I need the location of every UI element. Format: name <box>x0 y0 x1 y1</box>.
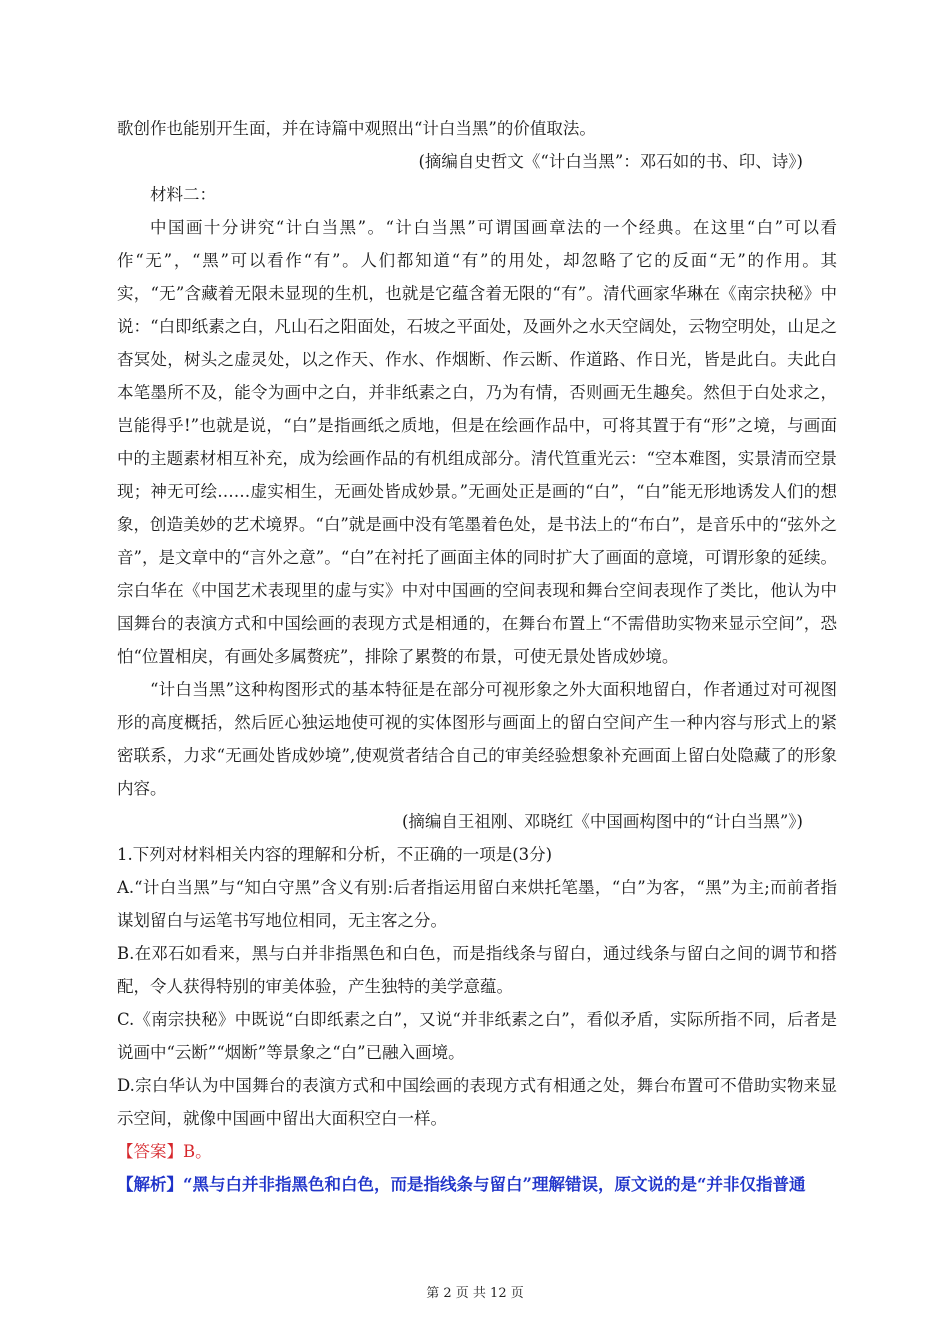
material2-source: (摘编自王祖刚、邓晓红《中国画构图中的“计白当黑”》) <box>402 812 803 831</box>
material2-paragraph-1: 中国画十分讲究“计白当黑”。“计白当黑”可谓国画章法的一个经典。在这里“白”可以看作“无”，“黑”可以看作“有”。人们都知道“有”的用处，却忽略了它的反面“无”的作用。其实，“无”含藏着无限未显现的生机，也就是它蕴含着无限的“有”。清代画家华琳在《南宗抉秘》中说：“白即纸素之白，凡山石之阳面处，石坡之平面处，及画外之水天空阔处，云物空明处，山足之杳冥处，树头之虚灵处，以之作天、作水、作烟断、作云断、作道路、作日光，皆是此白。夫此白本笔墨所不及，能令为画中之白，并非纸素之白，乃为有情，否则画无生趣矣。然但于白处求之，岂能得乎!”也就是说，“白”是指画纸之质地，但是在绘画作品中，可将其置于有“形”之境，与画面中的主题素材相互补充，成为绘画作品的有机组成部分。清代笪重光云：“空本难图，实景清而空景现；神无可绘……虚实相生，无画处皆成妙景。”无画处正是画的“白”，“白”能无形地诱发人们的想象，创造美妙的艺术境界。“白”就是画中没有笔墨着色处，是书法上的“布白”，是音乐中的“弦外之音”，是文章中的“言外之意”。“白”在衬托了画面主体的同时扩大了画面的意境，可谓形象的延续。宗白华在《中国艺术表现里的虚与实》中对中国画的空间表现和舞台空间表现作了类比，他认为中国舞台的表演方式和中国绘画的表现方式是相通的，在舞台布置上“不需借助实物来显示空间”，恐怕“位置相戾，有画处多属赘疣”，排除了累赘的布景，可使无景处皆成妙境。 <box>117 218 837 666</box>
option-d: D.宗白华认为中国舞台的表演方式和中国绘画的表现方式有相通之处，舞台布置可不借助实物来显示空间，就像中国画中留出大面积空白一样。 <box>117 1076 837 1128</box>
answer-tag: 【答案】 <box>117 1142 183 1161</box>
option-c: C.《南宗抉秘》中既说“白即纸素之白”，又说“并非纸素之白”，看似矛盾，实际所指不同，后者是说画中“云断”“烟断”等景象之“白”已融入画境。 <box>117 1010 837 1062</box>
option-a: A.“计白当黑”与“知白守黑”含义有别:后者指运用留白来烘托笔墨，“白”为客，“黑”为主;而前者指谋划留白与运笔书写地位相同，无主客之分。 <box>117 878 837 930</box>
material2-paragraph-2: “计白当黑”这种构图形式的基本特征是在部分可视形象之外大面积地留白，作者通过对可视图形的高度概括，然后匠心独运地使可视的实体图形与画面上的留白空间产生一种内容与形式上的紧密联系，力求“无画处皆成妙境”,使观赏者结合自己的审美经验想象补充画面上留白处隐藏了的形象内容。 <box>117 680 837 798</box>
analysis-text: “黑与白并非指黑色和白色，而是指线条与留白”理解错误，原文说的是“并非仅指普通 <box>183 1175 806 1194</box>
option-b: B.在邓石如看来，黑与白并非指黑色和白色，而是指线条与留白，通过线条与留白之间的调节和搭配，令人获得特别的审美体验，产生独特的美学意蕴。 <box>117 944 837 996</box>
answer-text: B。 <box>183 1142 212 1161</box>
question-stem: 1.下列对材料相关内容的理解和分析，不正确的一项是(3分) <box>117 845 553 864</box>
analysis-tag: 【解析】 <box>117 1175 183 1194</box>
page-content <box>117 112 837 1201</box>
page-footer: 第 2 页 共 12 页 <box>426 1286 524 1301</box>
material1-source: (摘编自史哲文《“计白当黑”：邓石如的书、印、诗》) <box>418 152 803 171</box>
analysis-line <box>117 1168 837 1201</box>
material2-heading: 材料二： <box>150 185 216 204</box>
answer-line <box>117 1135 837 1168</box>
material1-tail-paragraph: 歌创作也能别开生面，并在诗篇中观照出“计白当黑”的价值取法。 <box>117 119 596 138</box>
